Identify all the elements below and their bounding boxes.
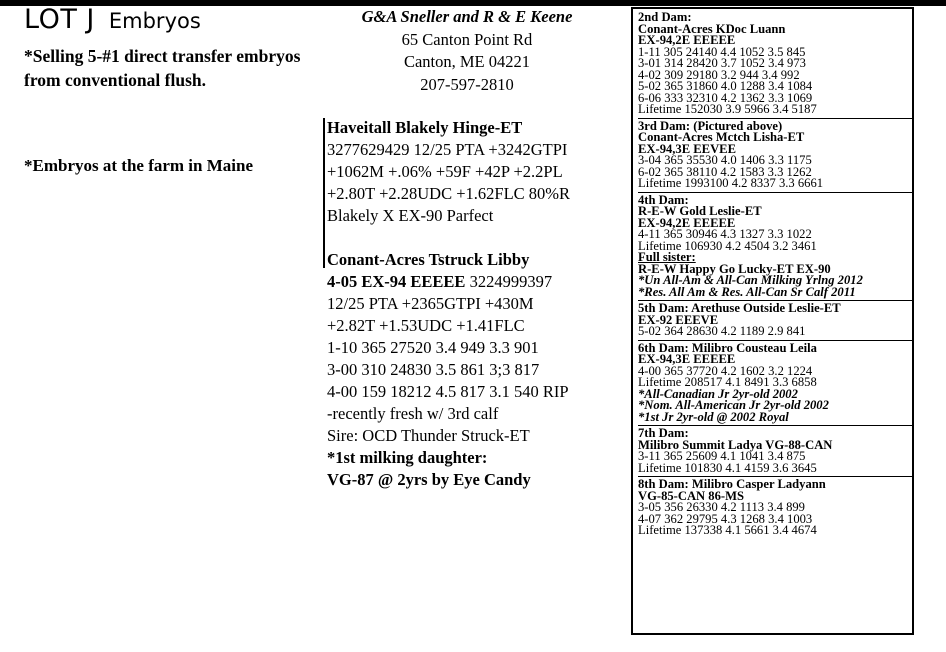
pedigree-line: 4-02 309 29180 3.2 944 3.4 992 bbox=[638, 67, 800, 82]
pedigree-box bbox=[631, 7, 914, 635]
pedigree-line: *Un All-Am & All-Can Milking Yrlng 2012 bbox=[638, 273, 863, 287]
pedigree-line: Lifetime 152030 3.9 5966 3.4 5187 bbox=[638, 102, 817, 116]
sire-dam-divider bbox=[323, 118, 325, 268]
dam-record-line: 3-00 310 24830 3.5 861 3;3 817 bbox=[327, 360, 540, 379]
sire-proof-line: +1062M +.06% +59F +42P +2.2PL bbox=[327, 162, 563, 181]
dam-record-line: +2.82T +1.53UDC +1.41FLC bbox=[327, 316, 525, 335]
dam-highlight: VG-87 @ 2yrs by Eye Candy bbox=[327, 470, 531, 489]
pedigree-line: 4-11 365 30946 4.3 1327 3.3 1022 bbox=[638, 227, 812, 241]
pedigree-line: 3-05 356 26330 4.2 1113 3.4 899 bbox=[638, 500, 805, 514]
lot-heading bbox=[24, 4, 201, 35]
pedigree-line: Full sister: bbox=[638, 250, 696, 264]
pedigree-line: EX-94,2E EEEEE bbox=[638, 215, 736, 230]
consignor-contact bbox=[322, 6, 612, 96]
pedigree-section bbox=[638, 479, 913, 539]
pedigree-line: 6-06 333 32310 4.2 1362 3.3 1069 bbox=[638, 90, 813, 105]
pedigree-line: Lifetime 1993100 4.2 8337 3.3 6661 bbox=[638, 176, 824, 190]
location-note: *Embryos at the farm in Maine bbox=[24, 156, 254, 175]
pedigree-line: Lifetime 101830 4.1 4159 3.6 3645 bbox=[638, 460, 817, 475]
pedigree-line: EX-94,3E EEVEE bbox=[638, 141, 736, 156]
consignor-phone: 207-597-2810 bbox=[420, 74, 514, 94]
pedigree-line: 1-11 305 24140 4.4 1052 3.5 845 bbox=[638, 44, 806, 59]
sire-and-dam-info bbox=[327, 117, 627, 491]
pedigree-line: 3-01 314 28420 3.7 1052 3.4 973 bbox=[638, 56, 806, 70]
dam-sire-line: Sire: OCD Thunder Struck-ET bbox=[327, 426, 530, 445]
pedigree-line: R-E-W Happy Go Lucky-ET EX-90 bbox=[638, 261, 831, 276]
pedigree-line: 4-00 365 37720 4.2 1602 3.2 1224 bbox=[638, 363, 813, 378]
dam-record-line: 12/25 PTA +2365GTPI +430M bbox=[327, 294, 534, 313]
pedigree-line: Lifetime 106930 4.2 4504 3.2 3461 bbox=[638, 238, 817, 253]
pedigree-section bbox=[638, 192, 913, 302]
pedigree-line: 5-02 364 28630 4.2 1189 2.9 841 bbox=[638, 324, 806, 338]
consignor-name: G&A Sneller and R & E Keene bbox=[361, 7, 573, 26]
pedigree-section bbox=[638, 303, 913, 341]
sire-name: Haveitall Blakely Hinge-ET bbox=[327, 118, 523, 137]
sire-proof-line: 3277629429 12/25 PTA +3242GTPI bbox=[327, 140, 568, 159]
dam-highlight: *1st milking daughter: bbox=[327, 448, 488, 467]
pedigree-line: Conant-Acres Mctch Lisha-ET bbox=[638, 130, 805, 144]
pedigree-line: 3-11 365 25609 4.1 1041 3.4 875 bbox=[638, 449, 806, 463]
pedigree-section bbox=[638, 12, 913, 119]
selling-note: *Selling 5-#1 direct transfer embryos from conventional flush. bbox=[24, 46, 301, 90]
dam-class-score: 4-05 EX-94 EEEEE bbox=[327, 272, 466, 291]
pedigree-line: Lifetime 137338 4.1 5661 3.4 4674 bbox=[638, 523, 817, 537]
sire-pedigree-line: Blakely X EX-90 Parfect bbox=[327, 206, 494, 225]
pedigree-line: 3rd Dam: (Pictured above) bbox=[638, 118, 783, 133]
lot-id: LOT J bbox=[24, 4, 95, 35]
pedigree-section bbox=[638, 428, 913, 477]
pedigree-line: 5-02 365 31860 4.0 1288 3.4 1084 bbox=[638, 79, 813, 93]
pedigree-line: 7th Dam: bbox=[638, 426, 689, 440]
consignor-address-line-2: Canton, ME 04221 bbox=[403, 52, 531, 71]
dam-registration: 3224999397 bbox=[465, 272, 553, 291]
lot-kind: Embryos bbox=[108, 9, 201, 33]
pedigree-line: R-E-W Gold Leslie-ET bbox=[638, 204, 762, 218]
dam-record-line: 4-00 159 18212 4.5 817 3.1 540 RIP bbox=[327, 382, 569, 401]
pedigree-line: EX-92 EEEVE bbox=[638, 312, 719, 327]
pedigree-line: 6th Dam: Milibro Cousteau Leila bbox=[638, 340, 817, 355]
pedigree-line: Conant-Acres KDoc Luann bbox=[638, 21, 786, 36]
dam-record-line: 1-10 365 27520 3.4 949 3.3 901 bbox=[327, 338, 539, 357]
pedigree-line: Milibro Summit Ladya VG-88-CAN bbox=[638, 437, 833, 452]
pedigree-line: VG-85-CAN 86-MS bbox=[638, 488, 744, 503]
pedigree-line: *All-Canadian Jr 2yr-old 2002 bbox=[638, 386, 798, 401]
pedigree-line: *1st Jr 2yr-old @ 2002 Royal bbox=[638, 409, 789, 424]
pedigree-line: 3-04 365 35530 4.0 1406 3.3 1175 bbox=[638, 153, 812, 167]
sire-proof-line: +2.80T +2.28UDC +1.62FLC 80%R bbox=[327, 184, 571, 203]
pedigree-line: 6-02 365 38110 4.2 1583 3.3 1262 bbox=[638, 164, 812, 179]
pedigree-line: Lifetime 208517 4.1 8491 3.3 6858 bbox=[638, 375, 817, 389]
pedigree-section bbox=[638, 118, 913, 193]
pedigree-line: EX-94,2E EEEEE bbox=[638, 33, 736, 47]
pedigree-section bbox=[638, 340, 913, 427]
pedigree-line: *Nom. All-American Jr 2yr-old 2002 bbox=[638, 398, 829, 412]
pedigree-line: 2nd Dam: bbox=[638, 10, 692, 24]
dam-name: Conant-Acres Tstruck Libby bbox=[327, 250, 530, 269]
pedigree-line: 8th Dam: Milibro Casper Ladyann bbox=[638, 477, 826, 491]
consignor-address-line-1: 65 Canton Point Rd bbox=[401, 29, 533, 49]
dam-record-line: -recently fresh w/ 3rd calf bbox=[327, 404, 499, 423]
dam-classification bbox=[327, 271, 627, 293]
pedigree-line: 4-07 362 29795 4.3 1268 3.4 1003 bbox=[638, 511, 813, 526]
pedigree-line: *Res. All Am & Res. All-Can Sr Calf 2011 bbox=[638, 284, 856, 299]
pedigree-line: EX-94,3E EEEEE bbox=[638, 352, 736, 366]
pedigree-line: 5th Dam: Arethuse Outside Leslie-ET bbox=[638, 301, 841, 315]
pedigree-line: 4th Dam: bbox=[638, 192, 689, 207]
